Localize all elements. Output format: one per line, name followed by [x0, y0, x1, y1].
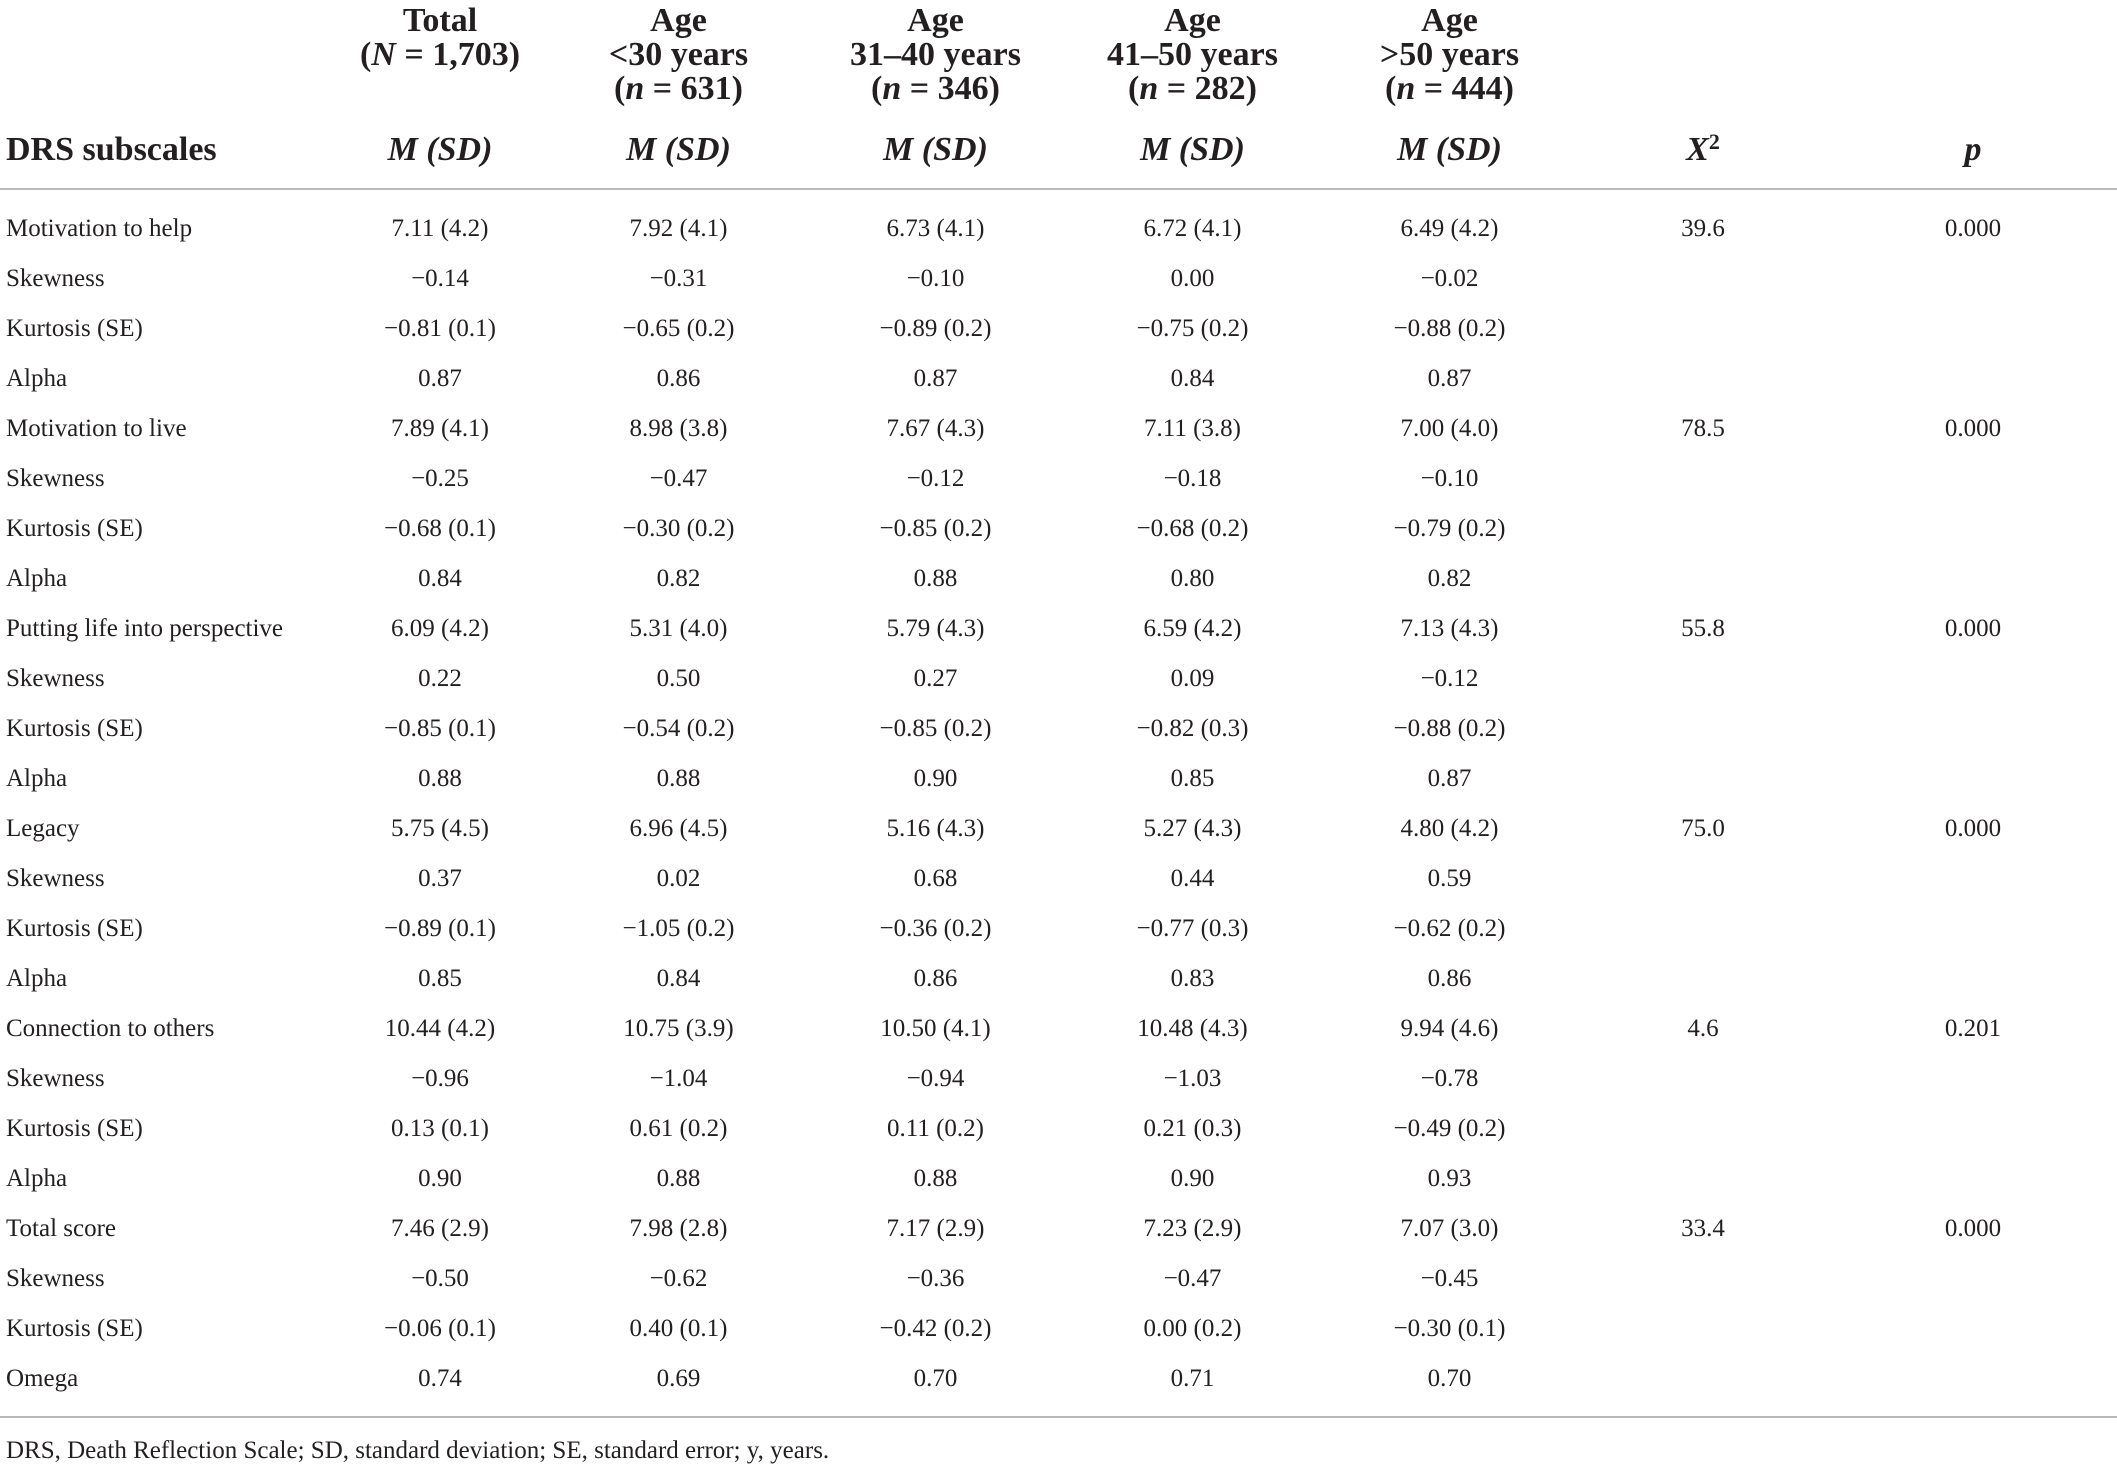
cell-age-over-50: −0.30 (0.1)	[1393, 1315, 1506, 1342]
table-row	[0, 604, 2117, 654]
cell-age-under-30: −0.62	[649, 1265, 708, 1292]
cell-age-41-50: 7.11 (3.8)	[1144, 415, 1241, 442]
cell-p-value	[1828, 1154, 2117, 1204]
header-age-n	[1321, 72, 1578, 106]
row-label: Skewness	[6, 465, 105, 492]
cell-age-under-30: −0.31	[649, 265, 708, 292]
cell-age-under-30: 7.92 (4.1)	[629, 215, 728, 242]
table-row	[0, 1004, 2117, 1054]
cell-age-31-40: 0.90	[913, 765, 958, 792]
table-body	[0, 189, 2117, 1417]
header-label-row	[0, 122, 2117, 189]
cell-age-31-40: −0.36	[906, 1265, 965, 1292]
cell-age-over-50: 9.94 (4.6)	[1400, 1015, 1499, 1042]
cell-age-31-40: −0.12	[906, 465, 965, 492]
cell-p-value	[1828, 754, 2117, 804]
cell-total: 0.74	[418, 1365, 462, 1392]
cell-age-31-40: −0.85 (0.2)	[879, 515, 992, 542]
cell-age-under-30: 0.69	[656, 1365, 701, 1392]
row-label: Skewness	[6, 265, 105, 292]
header-msd-age-31-40: M (SD)	[883, 131, 988, 168]
row-label: Skewness	[6, 1265, 105, 1292]
table-header	[0, 0, 2117, 189]
table-row	[0, 904, 2117, 954]
cell-p-value	[1828, 504, 2117, 554]
chi-symbol: X	[1686, 131, 1709, 168]
cell-chi-square	[1578, 1054, 1828, 1104]
cell-age-over-50: 0.87	[1427, 365, 1472, 392]
table-row	[0, 1154, 2117, 1204]
row-label: Skewness	[6, 865, 105, 892]
cell-total: 5.75 (4.5)	[391, 815, 489, 842]
cell-age-41-50: 0.71	[1170, 1365, 1215, 1392]
cell-age-over-50: −0.02	[1420, 265, 1479, 292]
header-age-range: 41–50 years	[1107, 36, 1278, 73]
cell-age-31-40: 0.88	[913, 1165, 958, 1192]
cell-age-41-50: −0.75 (0.2)	[1136, 315, 1249, 342]
header-age-n-value: = 282)	[1158, 70, 1257, 107]
cell-total: 0.88	[418, 765, 462, 792]
cell-age-31-40: 7.67 (4.3)	[886, 415, 985, 442]
table-row	[0, 1354, 2117, 1417]
cell-chi-square: 55.8	[1681, 615, 1725, 642]
cell-p-value	[1828, 354, 2117, 404]
cell-chi-square: 75.0	[1681, 815, 1725, 842]
header-age-range: <30 years	[608, 36, 749, 73]
cell-chi-square	[1578, 654, 1828, 704]
cell-age-41-50: −0.18	[1163, 465, 1222, 492]
cell-age-41-50: 5.27 (4.3)	[1143, 815, 1242, 842]
cell-age-41-50: 0.00 (0.2)	[1143, 1315, 1242, 1342]
cell-chi-square	[1578, 704, 1828, 754]
cell-age-over-50: −0.62 (0.2)	[1393, 915, 1506, 942]
cell-age-under-30: −1.05 (0.2)	[622, 915, 735, 942]
cell-age-under-30: 5.31 (4.0)	[629, 615, 728, 642]
cell-p-value	[1828, 254, 2117, 304]
cell-p-value: 0.000	[1944, 215, 2002, 242]
header-age-n	[1064, 72, 1321, 106]
header-msd-total: M (SD)	[387, 131, 493, 168]
cell-age-under-30: 10.75 (3.9)	[623, 1015, 734, 1042]
cell-chi-square: 4.6	[1687, 1015, 1719, 1042]
cell-chi-square	[1578, 1154, 1828, 1204]
cell-p-value: 0.000	[1944, 415, 2002, 442]
cell-chi-square: 78.5	[1681, 415, 1725, 442]
cell-age-over-50: 0.93	[1427, 1165, 1472, 1192]
cell-total: −0.06 (0.1)	[384, 1315, 496, 1342]
header-age-title: Age	[1421, 2, 1478, 39]
cell-age-41-50: 0.00	[1170, 265, 1215, 292]
row-label: Skewness	[6, 665, 105, 692]
cell-total: 0.85	[418, 965, 462, 992]
cell-age-41-50: 6.72 (4.1)	[1143, 215, 1242, 242]
header-total-n-symbol: N	[371, 36, 396, 73]
row-label: Omega	[6, 1365, 79, 1392]
header-group-row	[0, 0, 2117, 122]
cell-age-41-50: 10.48 (4.3)	[1137, 1015, 1248, 1042]
cell-age-41-50: 0.44	[1170, 865, 1215, 892]
cell-age-under-30: −0.30 (0.2)	[622, 515, 735, 542]
cell-age-31-40: 0.68	[913, 865, 958, 892]
cell-chi-square	[1578, 1254, 1828, 1304]
header-drs-subscales: DRS subscales	[6, 131, 217, 168]
cell-age-under-30: 0.88	[656, 765, 701, 792]
row-label: Total score	[6, 1215, 117, 1242]
cell-age-31-40: 0.86	[913, 965, 958, 992]
cell-age-under-30: 6.96 (4.5)	[629, 815, 728, 842]
table-row	[0, 254, 2117, 304]
cell-chi-square	[1578, 454, 1828, 504]
header-empty-cell	[1578, 0, 1828, 122]
cell-age-31-40: −0.42 (0.2)	[879, 1315, 992, 1342]
cell-p-value	[1828, 1254, 2117, 1304]
header-age-n	[550, 72, 807, 106]
header-age-over-50	[1321, 0, 1578, 122]
cell-total: 0.22	[418, 665, 462, 692]
header-total-n-value: = 1,703)	[395, 36, 521, 73]
cell-p-value	[1828, 1104, 2117, 1154]
cell-age-over-50: −0.12	[1420, 665, 1479, 692]
cell-chi-square	[1578, 1104, 1828, 1154]
cell-age-31-40: −0.89 (0.2)	[879, 315, 992, 342]
row-label: Connection to others	[6, 1015, 215, 1042]
cell-p-value	[1828, 454, 2117, 504]
table-row	[0, 1204, 2117, 1254]
cell-age-over-50: 0.70	[1427, 1365, 1472, 1392]
cell-p-value	[1828, 1054, 2117, 1104]
cell-age-31-40: 0.88	[913, 565, 958, 592]
cell-age-under-30: −1.04	[649, 1065, 708, 1092]
table-footnote: DRS, Death Reflection Scale; SD, standard deviation; SE, standard error; y, years.	[6, 1437, 830, 1464]
cell-age-under-30: 0.02	[656, 865, 701, 892]
cell-age-under-30: 8.98 (3.8)	[629, 415, 728, 442]
header-age-n-symbol: n	[625, 70, 645, 107]
row-label: Alpha	[6, 965, 68, 992]
cell-age-41-50: 0.85	[1170, 765, 1215, 792]
chi-superscript: 2	[1708, 129, 1720, 154]
table-row	[0, 354, 2117, 404]
header-total-title: Total	[402, 2, 478, 39]
cell-total: 0.13 (0.1)	[391, 1115, 489, 1142]
cell-age-31-40: 0.70	[913, 1365, 958, 1392]
table-row	[0, 1104, 2117, 1154]
header-empty-cell	[0, 0, 330, 122]
cell-age-over-50: 0.87	[1427, 765, 1472, 792]
header-total-n-pre: (	[359, 36, 372, 73]
header-age-title: Age	[1164, 2, 1221, 39]
cell-age-31-40: 6.73 (4.1)	[886, 215, 985, 242]
cell-age-over-50: 6.49 (4.2)	[1400, 215, 1499, 242]
header-age-n	[807, 72, 1064, 106]
cell-age-under-30: 0.82	[656, 565, 701, 592]
header-age-title: Age	[650, 2, 707, 39]
cell-age-31-40: −0.94	[906, 1065, 965, 1092]
cell-age-under-30: −0.47	[649, 465, 708, 492]
table-row	[0, 954, 2117, 1004]
cell-chi-square: 39.6	[1681, 215, 1725, 242]
cell-age-41-50: −0.77 (0.3)	[1136, 915, 1249, 942]
cell-total: 0.90	[418, 1165, 462, 1192]
cell-age-over-50: 0.59	[1427, 865, 1472, 892]
cell-chi-square: 33.4	[1681, 1215, 1725, 1242]
table-row	[0, 854, 2117, 904]
cell-age-under-30: 0.61 (0.2)	[629, 1115, 728, 1142]
cell-p-value	[1828, 904, 2117, 954]
cell-age-under-30: 0.88	[656, 1165, 701, 1192]
cell-age-over-50: −0.88 (0.2)	[1393, 315, 1506, 342]
cell-age-41-50: 0.21 (0.3)	[1143, 1115, 1242, 1142]
cell-total: 7.89 (4.1)	[391, 415, 489, 442]
cell-total: 0.84	[418, 565, 462, 592]
row-label: Kurtosis (SE)	[6, 915, 143, 942]
cell-age-31-40: 5.79 (4.3)	[886, 615, 985, 642]
header-age-n-pre: (	[1128, 70, 1140, 107]
row-label: Kurtosis (SE)	[6, 1315, 143, 1342]
table-row	[0, 804, 2117, 854]
header-age-range: >50 years	[1379, 36, 1520, 73]
header-age-n-pre: (	[614, 70, 626, 107]
header-age-range: 31–40 years	[850, 36, 1021, 73]
cell-total: −0.89 (0.1)	[384, 915, 496, 942]
header-msd-age-41-50: M (SD)	[1140, 131, 1245, 168]
header-total-n	[330, 38, 550, 72]
cell-age-over-50: −0.88 (0.2)	[1393, 715, 1506, 742]
cell-chi-square	[1578, 754, 1828, 804]
cell-age-41-50: 0.83	[1170, 965, 1215, 992]
cell-chi-square	[1578, 904, 1828, 954]
row-label: Skewness	[6, 1065, 105, 1092]
cell-p-value: 0.000	[1944, 1215, 2002, 1242]
cell-chi-square	[1578, 1354, 1828, 1417]
cell-total: 0.87	[418, 365, 462, 392]
header-p-value: p	[1964, 131, 1982, 168]
table-row	[0, 304, 2117, 354]
cell-age-over-50: −0.45	[1420, 1265, 1479, 1292]
cell-age-under-30: 0.86	[656, 365, 701, 392]
cell-chi-square	[1578, 254, 1828, 304]
row-label: Putting life into perspective	[6, 615, 284, 642]
cell-p-value	[1828, 1304, 2117, 1354]
header-age-n-symbol: n	[1396, 70, 1416, 107]
table-row	[0, 404, 2117, 454]
cell-age-41-50: 0.84	[1170, 365, 1215, 392]
cell-chi-square	[1578, 554, 1828, 604]
cell-age-31-40: 0.11 (0.2)	[887, 1115, 984, 1142]
cell-age-41-50: 0.09	[1170, 665, 1215, 692]
table-row	[0, 1254, 2117, 1304]
cell-p-value: 0.201	[1944, 1015, 2002, 1042]
cell-age-41-50: −0.82 (0.3)	[1136, 715, 1249, 742]
cell-p-value	[1828, 954, 2117, 1004]
cell-age-31-40: 0.87	[913, 365, 958, 392]
row-label: Kurtosis (SE)	[6, 515, 143, 542]
table-row	[0, 504, 2117, 554]
cell-age-31-40: −0.36 (0.2)	[879, 915, 992, 942]
cell-age-41-50: −1.03	[1163, 1065, 1222, 1092]
cell-p-value	[1828, 854, 2117, 904]
header-msd-age-under-30: M (SD)	[626, 131, 731, 168]
cell-chi-square	[1578, 954, 1828, 1004]
cell-total: −0.96	[411, 1065, 469, 1092]
cell-p-value: 0.000	[1944, 815, 2002, 842]
cell-total: −0.25	[411, 465, 469, 492]
cell-total: 7.11 (4.2)	[391, 215, 489, 242]
cell-age-over-50: −0.79 (0.2)	[1393, 515, 1506, 542]
cell-age-under-30: 7.98 (2.8)	[629, 1215, 728, 1242]
cell-total: 7.46 (2.9)	[391, 1215, 489, 1242]
header-age-n-pre: (	[1385, 70, 1397, 107]
header-total	[330, 0, 550, 122]
row-label: Kurtosis (SE)	[6, 715, 143, 742]
cell-p-value: 0.000	[1944, 615, 2002, 642]
header-age-n-value: = 631)	[644, 70, 743, 107]
cell-total: −0.85 (0.1)	[384, 715, 496, 742]
cell-total: −0.14	[411, 265, 469, 292]
row-label: Legacy	[6, 815, 80, 842]
cell-age-31-40: −0.85 (0.2)	[879, 715, 992, 742]
cell-age-over-50: 7.00 (4.0)	[1400, 415, 1499, 442]
header-chi-square	[1578, 122, 1828, 189]
cell-age-under-30: 0.50	[656, 665, 701, 692]
row-label: Kurtosis (SE)	[6, 1115, 143, 1142]
cell-age-over-50: 0.86	[1427, 965, 1472, 992]
cell-total: 6.09 (4.2)	[391, 615, 489, 642]
cell-age-31-40: −0.10	[906, 265, 965, 292]
table-row	[0, 754, 2117, 804]
cell-chi-square	[1578, 854, 1828, 904]
cell-age-under-30: −0.65 (0.2)	[622, 315, 735, 342]
table-row	[0, 1054, 2117, 1104]
row-label: Alpha	[6, 365, 68, 392]
cell-age-under-30: 0.84	[656, 965, 701, 992]
row-label: Motivation to live	[6, 415, 187, 442]
header-age-title: Age	[907, 2, 964, 39]
header-age-n-symbol: n	[882, 70, 902, 107]
header-msd-age-over-50: M (SD)	[1397, 131, 1502, 168]
cell-age-41-50: 0.90	[1170, 1165, 1215, 1192]
cell-age-over-50: 7.13 (4.3)	[1400, 615, 1499, 642]
cell-age-41-50: −0.68 (0.2)	[1136, 515, 1249, 542]
cell-age-over-50: −0.78	[1420, 1065, 1479, 1092]
table-row	[0, 554, 2117, 604]
header-age-31-40	[807, 0, 1064, 122]
cell-chi-square	[1578, 504, 1828, 554]
cell-total: 10.44 (4.2)	[384, 1015, 496, 1042]
cell-age-over-50: −0.49 (0.2)	[1393, 1115, 1506, 1142]
header-empty-cell	[1828, 0, 2117, 122]
cell-age-over-50: −0.10	[1420, 465, 1479, 492]
cell-age-over-50: 7.07 (3.0)	[1400, 1215, 1499, 1242]
cell-p-value	[1828, 304, 2117, 354]
cell-total: −0.68 (0.1)	[384, 515, 496, 542]
cell-age-31-40: 10.50 (4.1)	[880, 1015, 991, 1042]
header-age-n-pre: (	[871, 70, 883, 107]
header-age-n-value: = 444)	[1415, 70, 1514, 107]
cell-total: −0.50	[411, 1265, 469, 1292]
row-label: Alpha	[6, 565, 68, 592]
cell-age-over-50: 4.80 (4.2)	[1400, 815, 1499, 842]
cell-age-under-30: 0.40 (0.1)	[629, 1315, 728, 1342]
table-row	[0, 1304, 2117, 1354]
cell-chi-square	[1578, 354, 1828, 404]
cell-age-41-50: −0.47	[1163, 1265, 1222, 1292]
table-row	[0, 704, 2117, 754]
header-age-41-50	[1064, 0, 1321, 122]
cell-age-41-50: 6.59 (4.2)	[1143, 615, 1242, 642]
cell-p-value	[1828, 654, 2117, 704]
cell-total: 0.37	[418, 865, 462, 892]
row-label: Kurtosis (SE)	[6, 315, 143, 342]
table-row	[0, 454, 2117, 504]
cell-age-under-30: −0.54 (0.2)	[622, 715, 735, 742]
cell-age-31-40: 5.16 (4.3)	[886, 815, 985, 842]
cell-p-value	[1828, 704, 2117, 754]
cell-total: −0.81 (0.1)	[384, 315, 496, 342]
cell-age-31-40: 7.17 (2.9)	[886, 1215, 985, 1242]
table-row	[0, 654, 2117, 704]
header-age-under-30	[550, 0, 807, 122]
cell-p-value	[1828, 554, 2117, 604]
cell-age-over-50: 0.82	[1427, 565, 1472, 592]
cell-age-41-50: 7.23 (2.9)	[1143, 1215, 1242, 1242]
cell-age-31-40: 0.27	[913, 665, 958, 692]
row-label: Alpha	[6, 765, 68, 792]
cell-chi-square	[1578, 1304, 1828, 1354]
table-row	[0, 189, 2117, 254]
row-label: Alpha	[6, 1165, 68, 1192]
cell-age-41-50: 0.80	[1170, 565, 1215, 592]
cell-p-value	[1828, 1354, 2117, 1417]
header-age-n-value: = 346)	[901, 70, 1000, 107]
header-age-n-symbol: n	[1139, 70, 1159, 107]
cell-chi-square	[1578, 304, 1828, 354]
row-label: Motivation to help	[6, 215, 193, 242]
